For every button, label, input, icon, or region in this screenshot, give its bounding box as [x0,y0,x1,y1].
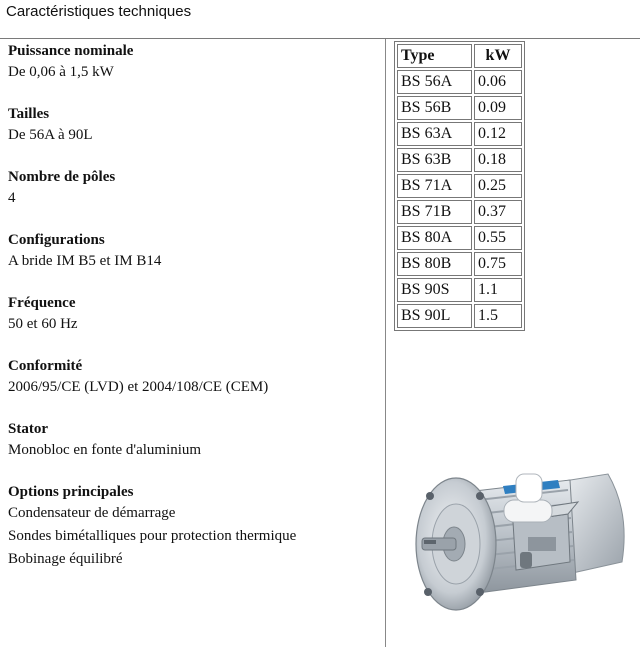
spec-value: Condensateur de démarrage [8,505,176,521]
type-cell: BS 56A [397,70,472,94]
kw-cell: 0.18 [474,148,522,172]
table-row [397,70,522,94]
spec-block [8,230,383,273]
kw-cell: 1.5 [474,304,522,328]
spec-block [8,356,383,399]
table-row [397,96,522,120]
header-bar [0,0,640,39]
spec-title: Options principales [8,484,134,500]
spec-value: 4 [8,190,16,206]
table-row [397,148,522,172]
spec-title: Stator [8,421,48,437]
kw-cell: 0.06 [474,70,522,94]
type-cell: BS 80B [397,252,472,276]
type-cell: BS 90L [397,304,472,328]
table-row [397,304,522,328]
table-row [397,252,522,276]
type-cell: BS 90S [397,278,472,302]
table-row [397,122,522,146]
spec-value: Bobinage équilibré [8,551,123,567]
spec-title: Nombre de pôles [8,169,116,185]
spec-title: Configurations [8,232,105,248]
spec-value: 50 et 60 Hz [8,316,78,332]
spec-title: Puissance nominale [8,43,134,59]
kw-cell: 0.55 [474,226,522,250]
type-cell: BS 63A [397,122,472,146]
spec-value: De 0,06 à 1,5 kW [8,64,114,80]
table-row [397,174,522,198]
spec-value: Monobloc en fonte d'aluminium [8,442,202,458]
kw-cell: 0.25 [474,174,522,198]
type-cell: BS 56B [397,96,472,120]
kw-cell: 0.37 [474,200,522,224]
spec-title: Tailles [8,106,50,122]
kw-cell: 0.12 [474,122,522,146]
spec-value: A bride IM B5 et IM B14 [8,253,162,269]
page-title: Caractéristiques techniques [6,3,192,20]
table-row [397,200,522,224]
electric-motor-icon [408,452,632,632]
type-cell: BS 71A [397,174,472,198]
type-cell: BS 63B [397,148,472,172]
spec-title: Conformité [8,358,83,374]
type-power-table [394,41,525,331]
kw-cell: 1.1 [474,278,522,302]
spec-value: 2006/95/CE (LVD) et 2004/108/CE (CEM) [8,379,269,395]
spec-title: Fréquence [8,295,76,311]
column-divider [385,39,386,647]
column-header-type: Type [397,44,472,68]
table-row [397,278,522,302]
spec-block [8,293,383,336]
spec-block [8,104,383,147]
spec-block [8,167,383,210]
type-cell: BS 80A [397,226,472,250]
spec-block [8,41,383,84]
kw-cell: 0.75 [474,252,522,276]
table-row [397,226,522,250]
table-body [397,70,522,328]
spec-value: Sondes bimétalliques pour protection thermique [8,528,297,544]
spec-block [8,482,383,571]
spec-value: De 56A à 90L [8,127,93,143]
table-header-row [397,44,522,68]
kw-cell: 0.09 [474,96,522,120]
spec-block [8,419,383,462]
spec-list [8,41,383,591]
type-cell: BS 71B [397,200,472,224]
column-header-kw: kW [474,44,522,68]
